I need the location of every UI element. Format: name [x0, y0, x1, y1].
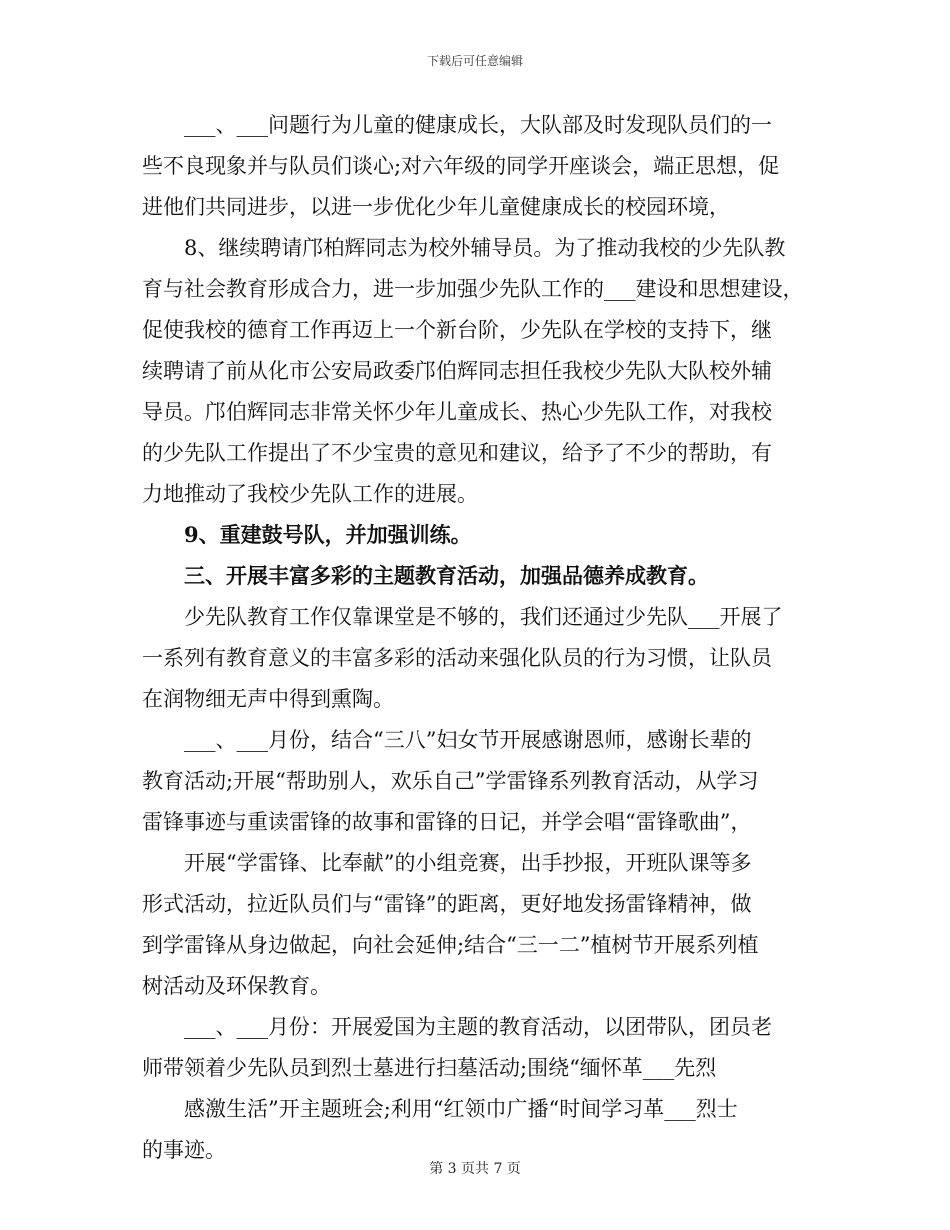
text-line: 的事迹。 — [142, 1138, 226, 1162]
text-line: 9、重建鼓号队，并加强训练。 — [184, 522, 472, 547]
text-line: ___、___月份，结合“三八”妇女节开展感谢恩师，感谢长辈的 — [184, 728, 752, 752]
text-line: 一系列有教育意义的丰富多彩的活动来强化队员的行为习惯，让队员 — [142, 646, 772, 670]
text-line: 开展“学雷锋、比奉献”的小组竞赛，出手抄报，开班队课等多 — [184, 851, 752, 875]
text-line: 到学雷锋从身边做起，向社会延伸;结合“三一二”植树节开展系列植 — [142, 933, 759, 957]
text-line: 些不良现象并与队员们谈心;对六年级的同学开座谈会，端正思想，促 — [142, 154, 780, 178]
text-line: 8、继续聘请邝柏辉同志为校外辅导员。为了推动我校的少先队教 — [184, 236, 786, 260]
text-line: 促使我校的德育工作再迈上一个新台阶，少先队在学校的支持下，继 — [142, 318, 772, 342]
text-line: 感激生活”开主题班会;利用“红领巾广播“时间学习革___烈士 — [184, 1097, 738, 1121]
text-line: ___、___月份：开展爱国为主题的教育活动，以团带队，团员老 — [184, 1015, 772, 1039]
page-footer: 第 3 页共 7 页 — [429, 1161, 521, 1177]
text-line: 的少先队工作提出了不少宝贵的意见和建议，给予了不少的帮助，有 — [142, 441, 772, 465]
text-line: 形式活动，拉近队员们与“雷锋”的距离，更好地发扬雷锋精神，做 — [142, 892, 752, 916]
text-line: 师带领着少先队员到烈士墓进行扫墓活动;围绕“缅怀革___先烈 — [142, 1056, 717, 1080]
text-line: 育与社会教育形成合力，进一步加强少先队工作的___建设和思想建设， — [142, 277, 804, 301]
text-line: 导员。邝伯辉同志非常关怀少年儿童成长、热心少先队工作，对我校 — [142, 400, 772, 424]
text-line: 教育活动;开展“帮助别人，欢乐自己”学雷锋系列教育活动，从学习 — [142, 769, 759, 793]
text-line: 雷锋事迹与重读雷锋的故事和雷锋的日记，并学会唱“雷锋歌曲”， — [142, 810, 752, 834]
text-line: 少先队教育工作仅靠课堂是不够的，我们还通过少先队___开展了 — [184, 605, 783, 629]
text-line: 力地推动了我校少先队工作的进展。 — [142, 482, 478, 506]
text-line: 三、开展丰富多彩的主题教育活动，加强品德养成教育。 — [184, 563, 709, 588]
page-header: 下载后可任意编辑 — [426, 54, 523, 68]
text-line: 进他们共同进步，以进一步优化少年儿童健康成长的校园环境， — [142, 195, 730, 219]
text-line: 在润物细无声中得到熏陶。 — [142, 687, 394, 711]
text-line: 树活动及环保教育。 — [142, 974, 331, 998]
text-line: 续聘请了前从化市公安局政委邝伯辉同志担任我校少先队大队校外辅 — [142, 359, 772, 383]
document-body — [142, 108, 814, 1174]
text-line: ___、___问题行为儿童的健康成长，大队部及时发现队员们的一 — [184, 113, 772, 137]
